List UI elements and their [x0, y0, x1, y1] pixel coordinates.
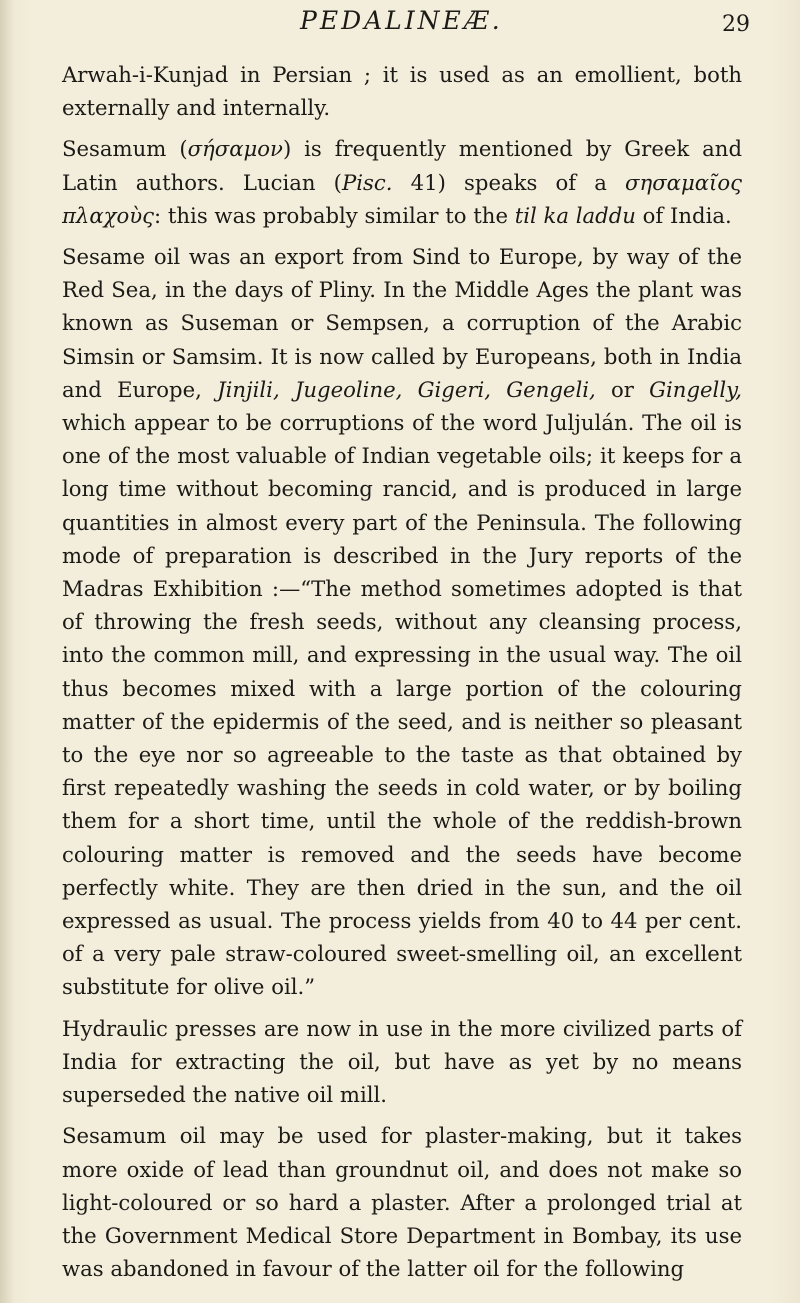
- text-segment: Hydraulic presses are now in use in the more civilized parts of India for extracting the oil, but have as yet by no means superseded the native oil mill.: [62, 1015, 742, 1108]
- citation: Pisc.: [341, 169, 393, 195]
- paragraph: [62, 1012, 742, 1112]
- text-segment: : this was probably similar to the: [154, 202, 515, 228]
- text-segment: Arwah-i-Kunjad in Persian ; it is used as an emollient, both externally and internally.: [62, 62, 742, 121]
- italic-term: Jinjili, Jugeoline, Gigeri, Gengeli,: [217, 376, 596, 402]
- text-segment: Sesamum oil may be used for plaster-making, but it takes more oxide of lead than groundnut oil, and does not make so light-coloured or so hard a plaster. After a prolonged trial at the Government Medical Store Department in Bombay, its use was abandoned in favour of the latter oil for the following: [62, 1123, 742, 1282]
- greek-term: σησαμαῖος πλαχοὺς: [62, 169, 742, 228]
- text-segment: which appear to be corruptions of the word Juljulán. The oil is one of the most valuable of Indian vegetable oils; it keeps for a long time without becoming rancid, and is produced in large quantities in almost every part of the Peninsula. The following mode of preparation is described in the Jury reports of the Madras Exhibition :—“The method sometimes adopted is that of throwing the fresh seeds, without any cleansing process, into the common mill, and expressing in the usual way. The oil thus becomes mixed with a large portion of the colouring matter of the epidermis of the seed, and is neither so pleasant to the eye nor so agreeable to the taste as that obtained by first repeatedly washing the seeds in cold water, or by boiling them for a short time, until the whole of the reddish-brown colouring matter is removed and the seeds have become perfectly white. They are then dried in the sun, and the oil expressed as usual. The process yields from 40 to 44 per cent. of a very pale straw-coloured sweet-smelling oil, an excellent substitute for olive oil.”: [62, 410, 742, 1000]
- greek-term: σήσαμον: [187, 136, 283, 162]
- running-head: [0, 6, 800, 46]
- text-segment: Sesamum (: [62, 136, 188, 162]
- text-segment: Sesame oil was an export from Sind to Europe, by way of the Red Sea, in the days of Pliny. In the Middle Ages the plant was known as Suseman or Sempsen, a corruption of the Arabic Simsin or Samsim. It is now called by Europeans, both in India and Europe,: [62, 244, 742, 402]
- paragraph: [62, 58, 742, 124]
- text-segment: or: [595, 376, 650, 402]
- text-segment: ) is frequently mentioned by Greek and Latin authors. Lucian (: [62, 136, 743, 195]
- body-text: [62, 58, 742, 1293]
- running-title: PEDALINEÆ.: [300, 6, 503, 35]
- page-number: 29: [722, 12, 750, 37]
- text-segment: 41) speaks of a: [392, 169, 626, 195]
- paragraph: [62, 240, 742, 1004]
- paragraph: [62, 132, 742, 232]
- text-segment: of India.: [635, 202, 732, 228]
- spine-shadow: [0, 0, 14, 1303]
- paragraph: [62, 1119, 742, 1285]
- italic-term: Gingelly,: [649, 376, 742, 402]
- italic-term: til ka laddu: [514, 202, 636, 228]
